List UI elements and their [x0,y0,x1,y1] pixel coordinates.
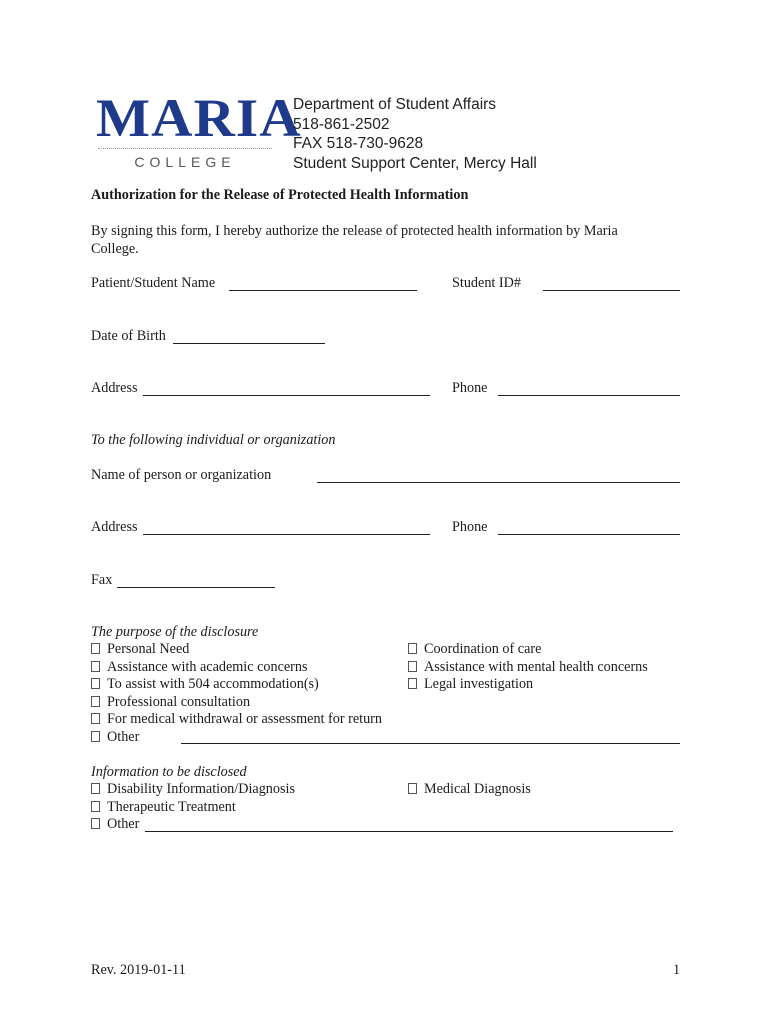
address-label: Address [91,380,138,396]
checkbox-icon[interactable] [91,696,100,707]
checkbox-icon[interactable] [408,643,417,654]
recipient-address-label: Address [91,519,138,535]
checkbox-icon[interactable] [91,801,100,812]
phone-label: Phone [452,380,488,396]
form-title: Authorization for the Release of Protected Health Information [91,187,469,203]
purpose-option-consultation[interactable]: Professional consultation [91,694,250,711]
checkbox-icon[interactable] [408,661,417,672]
department-phone: 518-861-2502 [293,115,390,133]
department-fax: FAX 518-730-9628 [293,135,424,152]
student-id-field[interactable] [543,290,680,291]
logo-wordmark: MARIA [96,88,302,148]
purpose-option-mental-health[interactable]: Assistance with mental health concerns [408,659,648,676]
purpose-option-personal-need[interactable]: Personal Need [91,641,189,658]
patient-name-label: Patient/Student Name [91,275,216,291]
phone-field[interactable] [498,395,680,396]
purpose-option-academic[interactable]: Assistance with academic concerns [91,659,308,676]
purpose-other-field[interactable] [181,743,680,744]
page-number: 1 [673,962,681,978]
info-option-medical-diagnosis[interactable]: Medical Diagnosis [408,781,531,798]
checkbox-icon[interactable] [408,783,417,794]
checkbox-icon[interactable] [91,731,100,742]
address-field[interactable] [143,395,430,396]
dob-label: Date of Birth [91,328,166,344]
recipient-heading: To the following individual or organization [91,432,336,448]
purpose-option-coordination[interactable]: Coordination of care [408,641,541,658]
recipient-phone-field[interactable] [498,534,680,535]
checkbox-icon[interactable] [91,678,100,689]
info-option-disability[interactable]: Disability Information/Diagnosis [91,781,295,798]
patient-name-field[interactable] [229,290,417,291]
department-name: Department of Student Affairs [293,96,497,113]
recipient-name-field[interactable] [317,482,680,483]
purpose-option-504[interactable]: To assist with 504 accommodation(s) [91,676,319,693]
recipient-name-label: Name of person or organization [91,467,272,483]
logo-divider [98,148,272,149]
info-other-field[interactable] [145,831,673,832]
info-heading: Information to be disclosed [91,764,247,780]
logo-subtitle: COLLEGE [134,154,236,170]
checkbox-icon[interactable] [408,678,417,689]
checkbox-icon[interactable] [91,818,100,829]
dob-field[interactable] [173,343,325,344]
fax-field[interactable] [117,587,275,588]
checkbox-icon[interactable] [91,713,100,724]
info-option-therapeutic[interactable]: Therapeutic Treatment [91,799,236,816]
checkbox-icon[interactable] [91,783,100,794]
recipient-address-field[interactable] [143,534,430,535]
purpose-heading: The purpose of the disclosure [91,624,259,640]
checkbox-icon[interactable] [91,643,100,654]
student-id-label: Student ID# [452,275,521,291]
contact-block [293,95,537,173]
recipient-phone-label: Phone [452,519,488,535]
checkbox-icon[interactable] [91,661,100,672]
purpose-option-legal[interactable]: Legal investigation [408,676,533,693]
intro-text-line-1: By signing this form, I hereby authorize the release of protected health information by Maria [91,223,618,239]
purpose-option-withdrawal[interactable]: For medical withdrawal or assessment for return [91,711,382,728]
fax-label: Fax [91,572,113,588]
purpose-option-other[interactable]: Other [91,729,139,746]
revision-label: Rev. 2019-01-11 [91,962,186,978]
maria-college-logo [96,88,302,172]
department-location: Student Support Center, Mercy Hall [293,154,537,172]
intro-text-line-2: College. [91,241,139,257]
info-option-other[interactable]: Other [91,816,139,833]
